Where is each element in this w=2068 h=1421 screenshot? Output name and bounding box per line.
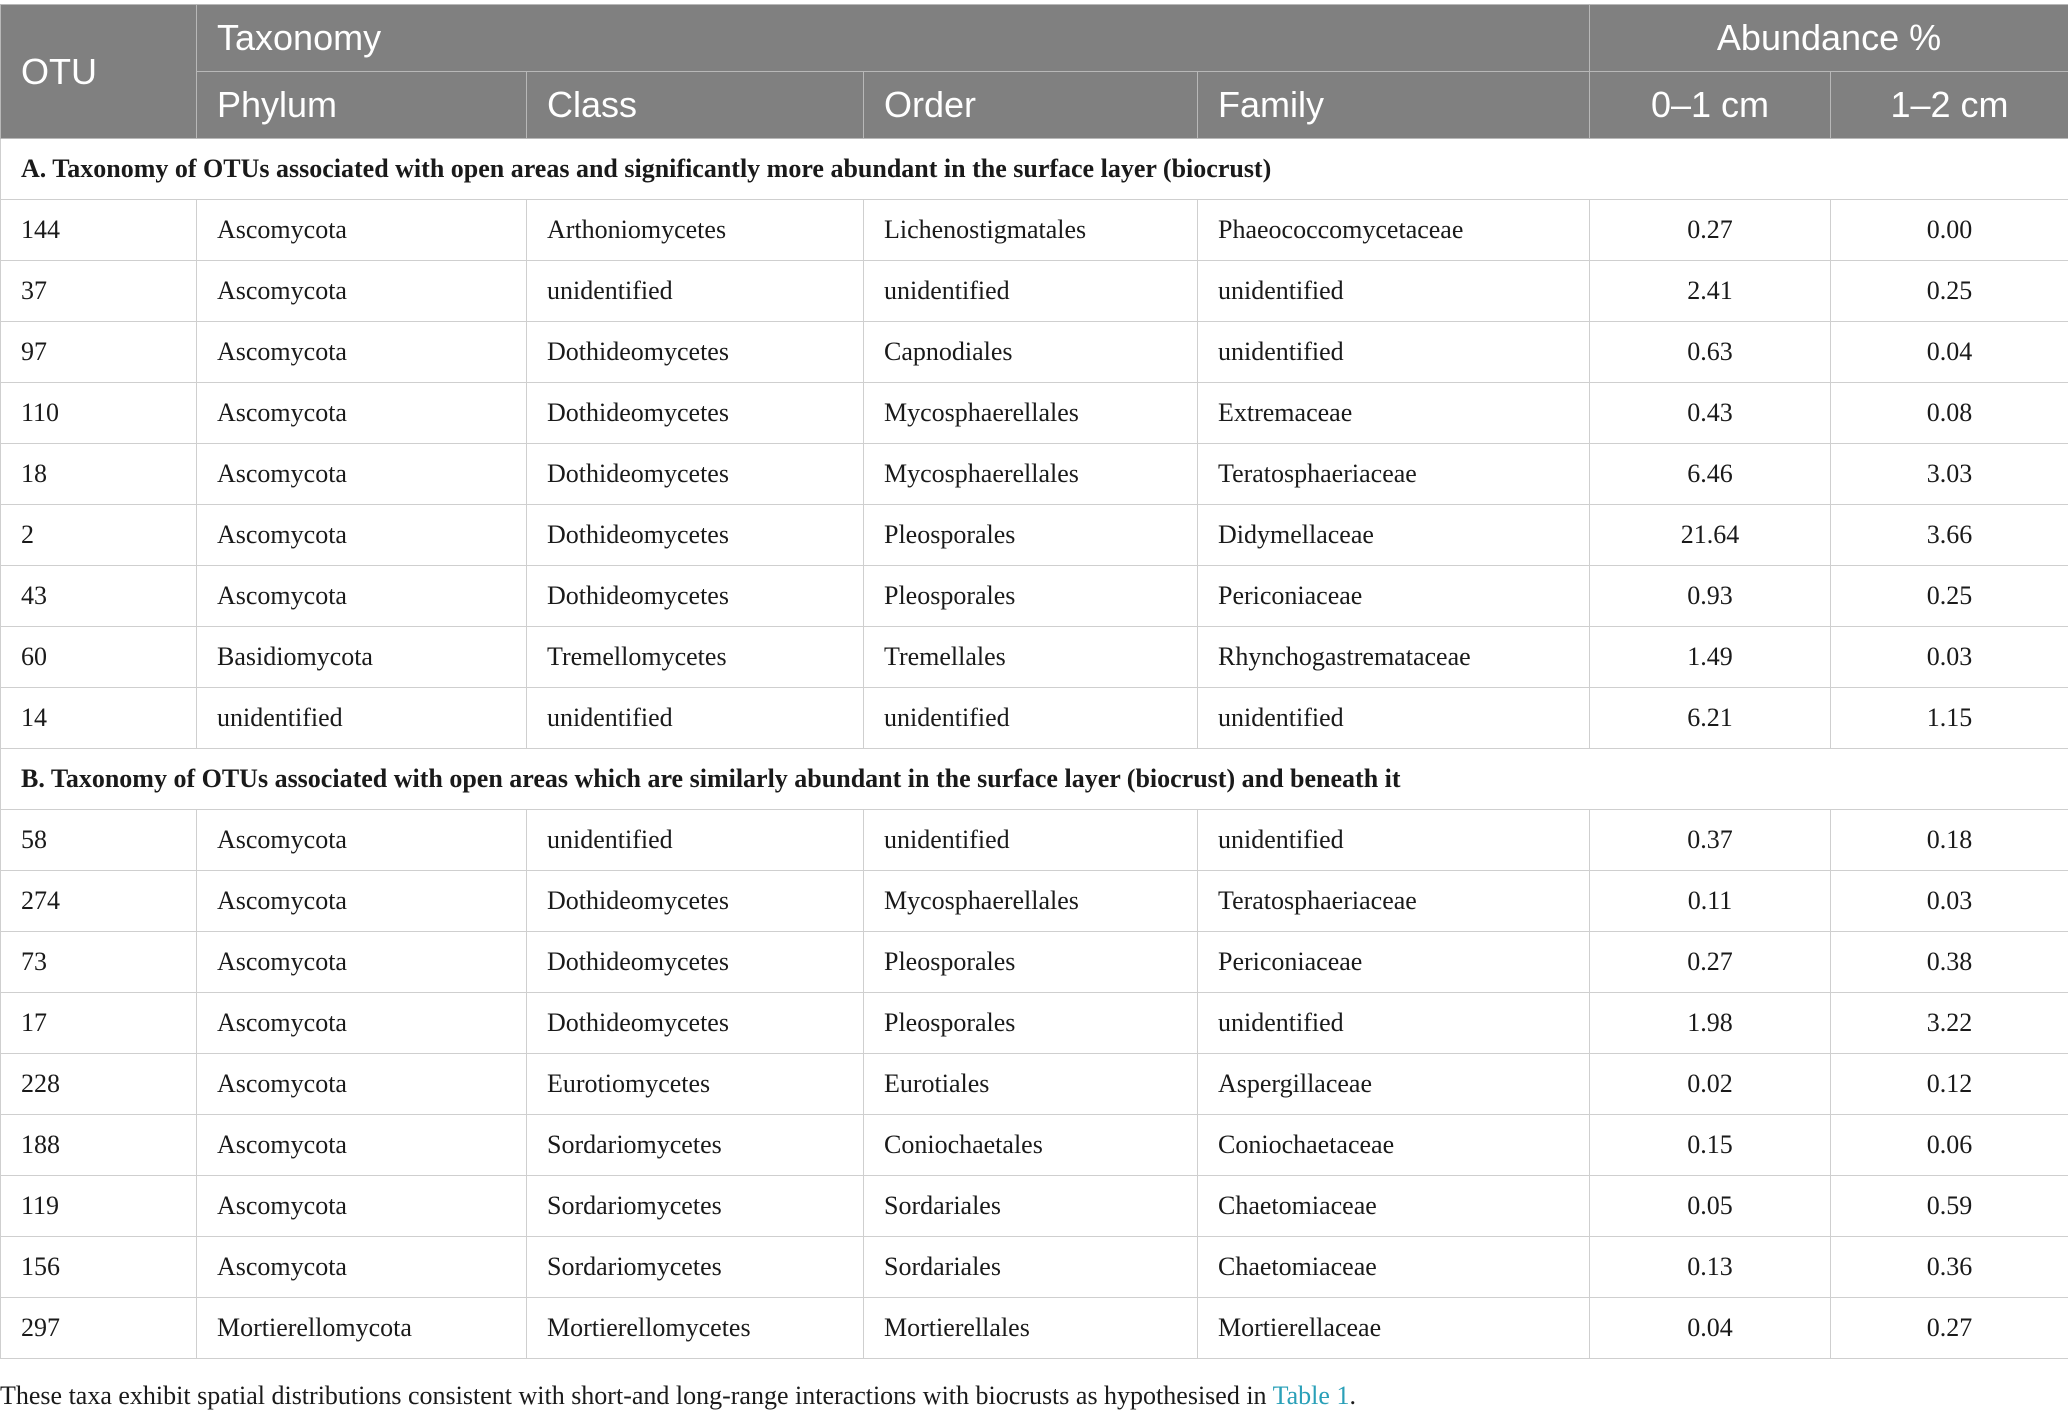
cell-phylum: Basidiomycota <box>197 627 527 688</box>
cell-order: Lichenostigmatales <box>864 200 1198 261</box>
header-taxonomy: Taxonomy <box>197 5 1590 72</box>
table-1-link[interactable]: Table 1 <box>1272 1381 1350 1410</box>
header-order: Order <box>864 72 1198 139</box>
table-footnote <box>0 1381 1356 1411</box>
cell-family: Phaeococcomycetaceae <box>1198 200 1590 261</box>
cell-abundance-1-2: 0.18 <box>1831 810 2068 871</box>
table-header <box>1 5 2068 139</box>
taxonomy-table-container <box>0 4 2068 1359</box>
cell-otu: 110 <box>1 383 197 444</box>
cell-abundance-1-2: 0.27 <box>1831 1298 2068 1359</box>
cell-class: Sordariomycetes <box>527 1176 864 1237</box>
cell-phylum: Ascomycota <box>197 505 527 566</box>
section-row <box>1 749 2068 810</box>
cell-otu: 2 <box>1 505 197 566</box>
cell-otu: 14 <box>1 688 197 749</box>
cell-family: Periconiaceae <box>1198 932 1590 993</box>
cell-family: Teratosphaeriaceae <box>1198 871 1590 932</box>
cell-class: Mortierellomycetes <box>527 1298 864 1359</box>
cell-family: unidentified <box>1198 261 1590 322</box>
cell-order: Eurotiales <box>864 1054 1198 1115</box>
cell-abundance-1-2: 0.38 <box>1831 932 2068 993</box>
table-row <box>1 261 2068 322</box>
cell-abundance-1-2: 0.06 <box>1831 1115 2068 1176</box>
table-body <box>1 139 2068 1359</box>
cell-abundance-1-2: 3.66 <box>1831 505 2068 566</box>
cell-order: unidentified <box>864 261 1198 322</box>
cell-abundance-0-1: 0.05 <box>1590 1176 1831 1237</box>
cell-class: Dothideomycetes <box>527 383 864 444</box>
cell-abundance-1-2: 0.00 <box>1831 200 2068 261</box>
cell-phylum: Ascomycota <box>197 993 527 1054</box>
cell-class: Dothideomycetes <box>527 932 864 993</box>
cell-otu: 156 <box>1 1237 197 1298</box>
cell-otu: 144 <box>1 200 197 261</box>
cell-abundance-0-1: 0.93 <box>1590 566 1831 627</box>
table-row <box>1 383 2068 444</box>
cell-class: Arthoniomycetes <box>527 200 864 261</box>
cell-class: unidentified <box>527 688 864 749</box>
cell-abundance-0-1: 6.46 <box>1590 444 1831 505</box>
cell-phylum: Ascomycota <box>197 444 527 505</box>
cell-family: Mortierellaceae <box>1198 1298 1590 1359</box>
cell-order: Mycosphaerellales <box>864 871 1198 932</box>
cell-phylum: unidentified <box>197 688 527 749</box>
cell-otu: 37 <box>1 261 197 322</box>
section-title: A. Taxonomy of OTUs associated with open areas and significantly more abundant in the surface layer (biocrust) <box>1 139 2068 200</box>
table-row <box>1 1176 2068 1237</box>
header-otu: OTU <box>1 5 197 139</box>
cell-phylum: Ascomycota <box>197 932 527 993</box>
cell-otu: 58 <box>1 810 197 871</box>
cell-phylum: Ascomycota <box>197 1237 527 1298</box>
table-row <box>1 871 2068 932</box>
cell-abundance-1-2: 0.03 <box>1831 627 2068 688</box>
header-depth-1-2: 1–2 cm <box>1831 72 2068 139</box>
cell-class: Dothideomycetes <box>527 322 864 383</box>
cell-order: Pleosporales <box>864 932 1198 993</box>
cell-otu: 73 <box>1 932 197 993</box>
cell-family: Teratosphaeriaceae <box>1198 444 1590 505</box>
cell-class: Sordariomycetes <box>527 1237 864 1298</box>
cell-order: Pleosporales <box>864 505 1198 566</box>
cell-otu: 60 <box>1 627 197 688</box>
cell-order: Mycosphaerellales <box>864 383 1198 444</box>
cell-abundance-0-1: 0.15 <box>1590 1115 1831 1176</box>
cell-abundance-1-2: 0.08 <box>1831 383 2068 444</box>
section-title: B. Taxonomy of OTUs associated with open areas which are similarly abundant in the surface layer (biocrust) and beneath it <box>1 749 2068 810</box>
cell-order: Coniochaetales <box>864 1115 1198 1176</box>
table-row <box>1 627 2068 688</box>
cell-order: Mycosphaerellales <box>864 444 1198 505</box>
cell-otu: 17 <box>1 993 197 1054</box>
cell-family: unidentified <box>1198 322 1590 383</box>
cell-phylum: Ascomycota <box>197 566 527 627</box>
cell-otu: 274 <box>1 871 197 932</box>
cell-abundance-1-2: 0.25 <box>1831 261 2068 322</box>
cell-abundance-0-1: 0.37 <box>1590 810 1831 871</box>
header-phylum: Phylum <box>197 72 527 139</box>
cell-family: unidentified <box>1198 688 1590 749</box>
cell-abundance-0-1: 2.41 <box>1590 261 1831 322</box>
cell-phylum: Ascomycota <box>197 810 527 871</box>
table-row <box>1 932 2068 993</box>
table-row <box>1 1298 2068 1359</box>
cell-class: Dothideomycetes <box>527 871 864 932</box>
cell-order: unidentified <box>864 810 1198 871</box>
cell-otu: 188 <box>1 1115 197 1176</box>
footnote-end: . <box>1349 1381 1356 1410</box>
cell-otu: 119 <box>1 1176 197 1237</box>
header-class: Class <box>527 72 864 139</box>
cell-class: unidentified <box>527 810 864 871</box>
cell-abundance-0-1: 6.21 <box>1590 688 1831 749</box>
cell-phylum: Ascomycota <box>197 261 527 322</box>
cell-phylum: Ascomycota <box>197 383 527 444</box>
cell-class: Dothideomycetes <box>527 444 864 505</box>
table-row <box>1 1054 2068 1115</box>
cell-class: Dothideomycetes <box>527 505 864 566</box>
cell-class: Sordariomycetes <box>527 1115 864 1176</box>
taxonomy-table <box>0 4 2068 1359</box>
table-row <box>1 444 2068 505</box>
table-row <box>1 1115 2068 1176</box>
table-row <box>1 200 2068 261</box>
cell-order: unidentified <box>864 688 1198 749</box>
cell-abundance-0-1: 0.27 <box>1590 932 1831 993</box>
cell-abundance-0-1: 0.11 <box>1590 871 1831 932</box>
cell-abundance-1-2: 0.04 <box>1831 322 2068 383</box>
cell-abundance-0-1: 0.13 <box>1590 1237 1831 1298</box>
footnote-text: These taxa exhibit spatial distributions consistent with short-and long-range interactions with biocrusts as hypothesised in <box>0 1381 1273 1410</box>
cell-abundance-0-1: 0.02 <box>1590 1054 1831 1115</box>
cell-order: Mortierellales <box>864 1298 1198 1359</box>
cell-class: Dothideomycetes <box>527 566 864 627</box>
cell-abundance-0-1: 0.63 <box>1590 322 1831 383</box>
cell-abundance-0-1: 1.49 <box>1590 627 1831 688</box>
cell-class: Dothideomycetes <box>527 993 864 1054</box>
cell-abundance-1-2: 0.25 <box>1831 566 2068 627</box>
cell-abundance-1-2: 0.59 <box>1831 1176 2068 1237</box>
cell-order: Pleosporales <box>864 993 1198 1054</box>
cell-order: Sordariales <box>864 1237 1198 1298</box>
cell-abundance-1-2: 3.03 <box>1831 444 2068 505</box>
table-row <box>1 688 2068 749</box>
cell-abundance-0-1: 0.04 <box>1590 1298 1831 1359</box>
section-row <box>1 139 2068 200</box>
cell-abundance-1-2: 0.12 <box>1831 1054 2068 1115</box>
cell-otu: 43 <box>1 566 197 627</box>
cell-phylum: Ascomycota <box>197 1115 527 1176</box>
cell-phylum: Ascomycota <box>197 1054 527 1115</box>
header-family: Family <box>1198 72 1590 139</box>
cell-order: Capnodiales <box>864 322 1198 383</box>
cell-abundance-0-1: 0.27 <box>1590 200 1831 261</box>
cell-phylum: Ascomycota <box>197 322 527 383</box>
cell-family: unidentified <box>1198 810 1590 871</box>
cell-otu: 97 <box>1 322 197 383</box>
cell-order: Tremellales <box>864 627 1198 688</box>
cell-family: Periconiaceae <box>1198 566 1590 627</box>
cell-family: Chaetomiaceae <box>1198 1176 1590 1237</box>
cell-family: Coniochaetaceae <box>1198 1115 1590 1176</box>
cell-abundance-0-1: 0.43 <box>1590 383 1831 444</box>
table-row <box>1 566 2068 627</box>
cell-family: Didymellaceae <box>1198 505 1590 566</box>
table-row <box>1 322 2068 383</box>
cell-family: unidentified <box>1198 993 1590 1054</box>
cell-phylum: Ascomycota <box>197 871 527 932</box>
header-depth-0-1: 0–1 cm <box>1590 72 1831 139</box>
cell-abundance-0-1: 1.98 <box>1590 993 1831 1054</box>
table-row <box>1 505 2068 566</box>
cell-family: Chaetomiaceae <box>1198 1237 1590 1298</box>
cell-phylum: Ascomycota <box>197 200 527 261</box>
header-abundance: Abundance % <box>1590 5 2068 72</box>
table-row <box>1 810 2068 871</box>
cell-otu: 297 <box>1 1298 197 1359</box>
cell-abundance-0-1: 21.64 <box>1590 505 1831 566</box>
cell-family: Extremaceae <box>1198 383 1590 444</box>
cell-otu: 18 <box>1 444 197 505</box>
cell-phylum: Ascomycota <box>197 1176 527 1237</box>
cell-phylum: Mortierellomycota <box>197 1298 527 1359</box>
cell-family: Aspergillaceae <box>1198 1054 1590 1115</box>
table-row <box>1 1237 2068 1298</box>
cell-otu: 228 <box>1 1054 197 1115</box>
cell-abundance-1-2: 0.36 <box>1831 1237 2068 1298</box>
cell-order: Pleosporales <box>864 566 1198 627</box>
cell-class: unidentified <box>527 261 864 322</box>
cell-order: Sordariales <box>864 1176 1198 1237</box>
table-row <box>1 993 2068 1054</box>
cell-abundance-1-2: 3.22 <box>1831 993 2068 1054</box>
cell-abundance-1-2: 0.03 <box>1831 871 2068 932</box>
cell-class: Eurotiomycetes <box>527 1054 864 1115</box>
cell-abundance-1-2: 1.15 <box>1831 688 2068 749</box>
cell-class: Tremellomycetes <box>527 627 864 688</box>
cell-family: Rhynchogastremataceae <box>1198 627 1590 688</box>
